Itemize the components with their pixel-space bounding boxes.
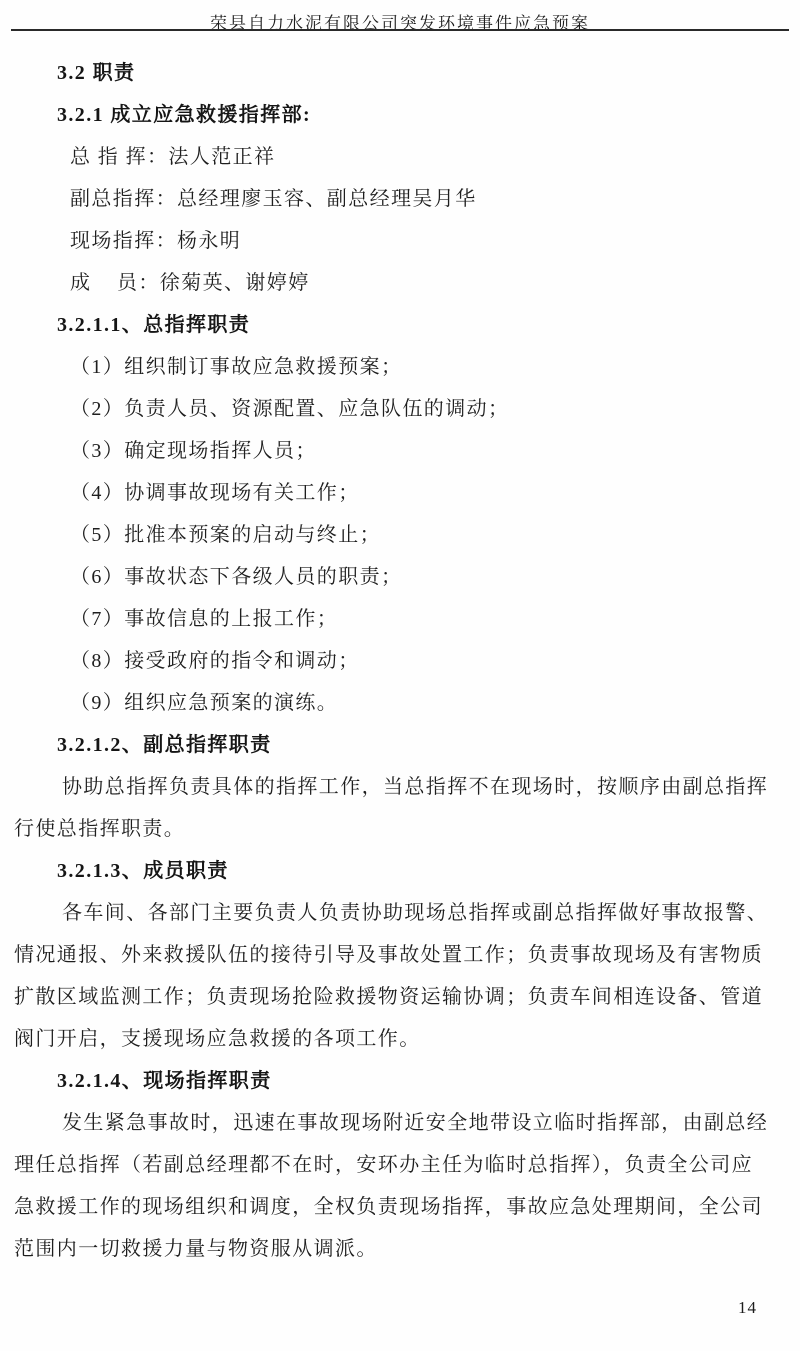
document-body [14, 52, 786, 1270]
paragraph-line: 急救援工作的现场组织和调度，全权负责现场指挥，事故应急处理期间，全公司 [14, 1196, 763, 1218]
page-number: 14 [738, 1298, 757, 1317]
list-item-8: （8）接受政府的指令和调动； [70, 650, 360, 672]
list-item-5: （5）批准本预案的启动与终止； [70, 524, 381, 546]
list-item-3: （3）确定现场指挥人员； [70, 440, 317, 462]
list-item-9: （9）组织应急预案的演练。 [70, 692, 339, 714]
section-heading-3-2-1: 3.2.1 成立应急救援指挥部: [57, 104, 312, 126]
paragraph-line: 阀门开启，支援现场应急救援的各项工作。 [14, 1028, 421, 1050]
roster-line-chief: 总 指 挥：法人范正祥 [70, 146, 276, 168]
paragraph-line: 理任总指挥（若副总经理都不在时，安环办主任为临时总指挥），负责全公司应 [14, 1154, 753, 1176]
header-rule [11, 29, 789, 31]
paragraph-line: 发生紧急事故时，迅速在事故现场附近安全地带设立临时指挥部，由副总经 [62, 1112, 769, 1134]
paragraph-line: 协助总指挥负责具体的指挥工作，当总指挥不在现场时，按顺序由副总指挥 [62, 776, 769, 798]
paragraph-line: 各车间、各部门主要负责人负责协助现场总指挥或副总指挥做好事故报警、 [62, 902, 769, 924]
section-heading-3-2-1-4: 3.2.1.4、现场指挥职责 [57, 1070, 272, 1092]
section-heading-3-2-1-3: 3.2.1.3、成员职责 [57, 860, 229, 882]
list-item-1: （1）组织制订事故应急救援预案； [70, 356, 403, 378]
paragraph-line: 情况通报、外来救援队伍的接待引导及事故处置工作；负责事故现场及有害物质 [14, 944, 763, 966]
paragraph-line: 范围内一切救援力量与物资服从调派。 [14, 1238, 378, 1260]
roster-line-site-commander: 现场指挥：杨永明 [70, 230, 242, 252]
list-item-2: （2）负责人员、资源配置、应急队伍的调动； [70, 398, 510, 420]
list-item-7: （7）事故信息的上报工作； [70, 608, 339, 630]
section-heading-3-2-1-1: 3.2.1.1、总指挥职责 [57, 314, 251, 336]
roster-line-deputy: 副总指挥：总经理廖玉容、副总经理吴月华 [70, 188, 477, 210]
section-heading-3-2: 3.2 职责 [57, 62, 136, 84]
section-heading-3-2-1-2: 3.2.1.2、副总指挥职责 [57, 734, 272, 756]
list-item-4: （4）协调事故现场有关工作； [70, 482, 360, 504]
paragraph-line: 扩散区域监测工作；负责现场抢险救援物资运输协调；负责车间相连设备、管道 [14, 986, 763, 1008]
paragraph-line: 行使总指挥职责。 [14, 818, 186, 840]
page-header-title: 荣县自力水泥有限公司突发环境事件应急预案 [210, 14, 590, 33]
roster-line-members: 成 员：徐菊英、谢婷婷 [70, 272, 310, 294]
list-item-6: （6）事故状态下各级人员的职责； [70, 566, 403, 588]
